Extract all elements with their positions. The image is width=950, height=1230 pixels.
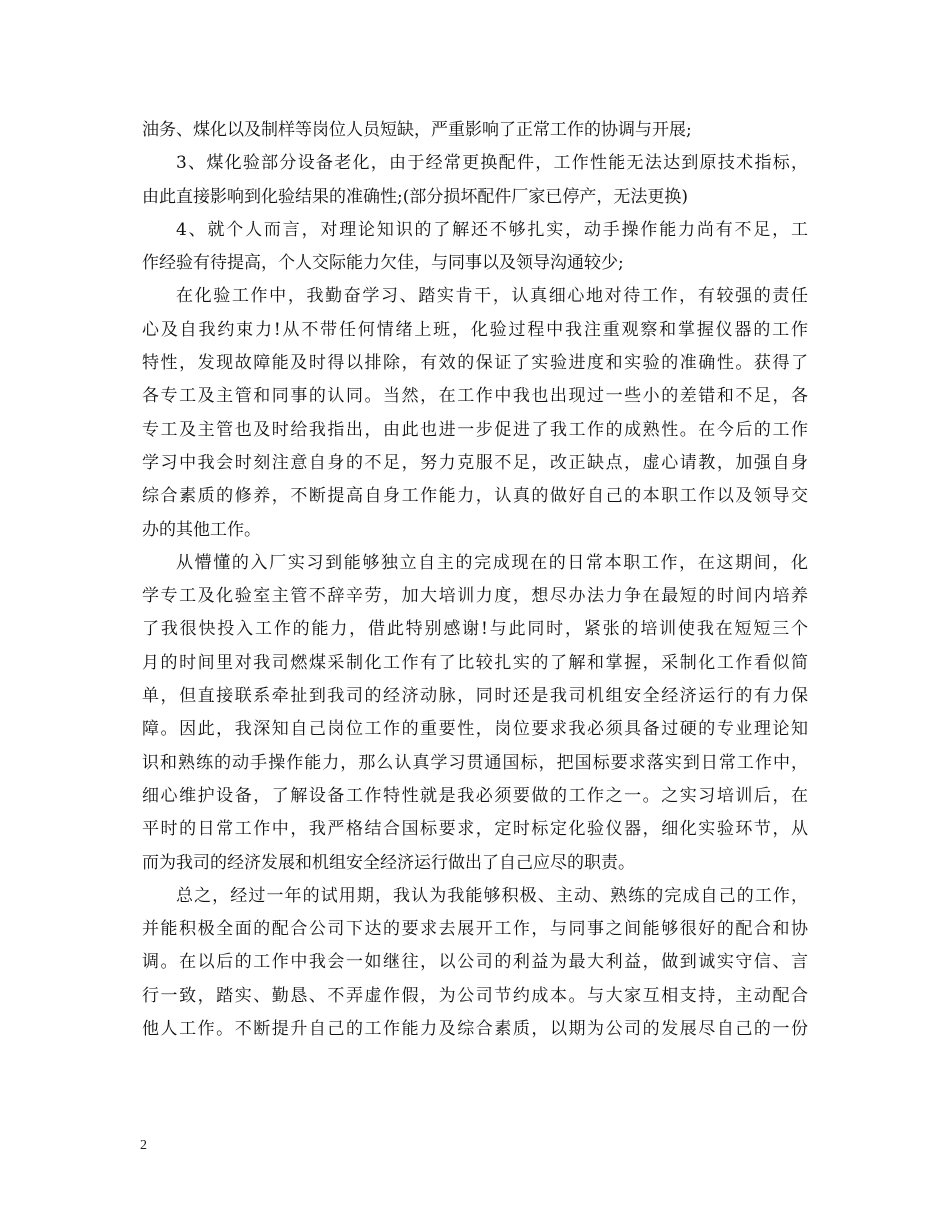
text-line: 他人工作。不断提升自己的工作能力及综合素质，以期为公司的发展尽自己的一份 xyxy=(142,1019,808,1040)
text-line: 各专工及主管和同事的认同。当然，在工作中我也出现过一些小的差错和不足，各 xyxy=(142,386,808,407)
text-line: 细心维护设备，了解设备工作特性就是我必须要做的工作之一。之实习培训后，在 xyxy=(142,785,808,806)
text-line: 并能积极全面的配合公司下达的要求去展开工作，与同事之间能够很好的配合和协 xyxy=(142,919,808,940)
text-line: 调。在以后的工作中我会一如继往，以公司的利益为最大利益，做到诚实守信、言 xyxy=(142,952,808,973)
text-line: 了我很快投入工作的能力，借此特别感谢!与此同时，紧张的培训使我在短短三个 xyxy=(142,619,808,640)
text-line: 心及自我约束力!从不带任何情绪上班，化验过程中我注重观察和掌握仪器的工作 xyxy=(142,319,808,340)
text-line: 月的时间里对我司燃煤采制化工作有了比较扎实的了解和掌握，采制化工作看似简 xyxy=(142,652,808,673)
text-line: 识和熟练的动手操作能力，那么认真学习贯通国标，把国标要求落实到日常工作中， xyxy=(142,752,808,773)
page-number: 2 xyxy=(140,1138,147,1153)
text-line: 在化验工作中，我勤奋学习、踏实肯干，认真细心地对待工作，有较强的责任 xyxy=(176,286,808,307)
text-line: 学习中我会时刻注意自身的不足，努力克服不足，改正缺点，虚心请教，加强自身 xyxy=(142,452,808,473)
text-line: 单，但直接联系牵扯到我司的经济动脉，同时还是我司机组安全经济运行的有力保 xyxy=(142,686,808,707)
text-line: 专工及主管也及时给我指出，由此也进一步促进了我工作的成熟性。在今后的工作 xyxy=(142,419,808,440)
text-line: 由此直接影响到化验结果的准确性;(部分损坏配件厂家已停产，无法更换) xyxy=(142,186,688,207)
text-line: 行一致，踏实、勤恳、不弄虚作假，为公司节约成本。与大家互相支持，主动配合 xyxy=(142,985,808,1006)
text-line: 平时的日常工作中，我严格结合国标要求，定时标定化验仪器，细化实验环节，从 xyxy=(142,819,808,840)
text-line: 油务、煤化以及制样等岗位人员短缺，严重影响了正常工作的协调与开展; xyxy=(142,120,692,140)
text-line: 而为我司的经济发展和机组安全经济运行做出了自己应尽的职责。 xyxy=(142,852,635,873)
text-line: 作经验有待提高，个人交际能力欠佳，与同事以及领导沟通较少; xyxy=(142,253,624,274)
text-line: 从懵懂的入厂实习到能够独立自主的完成现在的日常本职工作，在这期间，化 xyxy=(176,552,808,573)
text-line: 办的其他工作。 xyxy=(142,519,261,540)
text-line: 综合素质的修养，不断提高自身工作能力，认真的做好自己的本职工作以及领导交 xyxy=(142,486,808,507)
document-body xyxy=(142,114,808,1046)
text-line: 总之，经过一年的试用期，我认为我能够积极、主动、熟练的完成自己的工作， xyxy=(176,885,808,906)
text-line: 障。因此，我深知自己岗位工作的重要性，岗位要求我必须具备过硬的专业理论知 xyxy=(142,719,808,740)
text-line: 特性，发现故障能及时得以排除，有效的保证了实验进度和实验的准确性。获得了 xyxy=(142,353,808,374)
text-line: 学专工及化验室主管不辞辛劳，加大培训力度，想尽办法力争在最短的时间内培养 xyxy=(142,586,808,607)
text-line: 3、煤化验部分设备老化，由于经常更换配件，工作性能无法达到原技术指标， xyxy=(176,153,808,174)
text-line: 4、就个人而言，对理论知识的了解还不够扎实，动手操作能力尚有不足，工 xyxy=(176,219,808,240)
